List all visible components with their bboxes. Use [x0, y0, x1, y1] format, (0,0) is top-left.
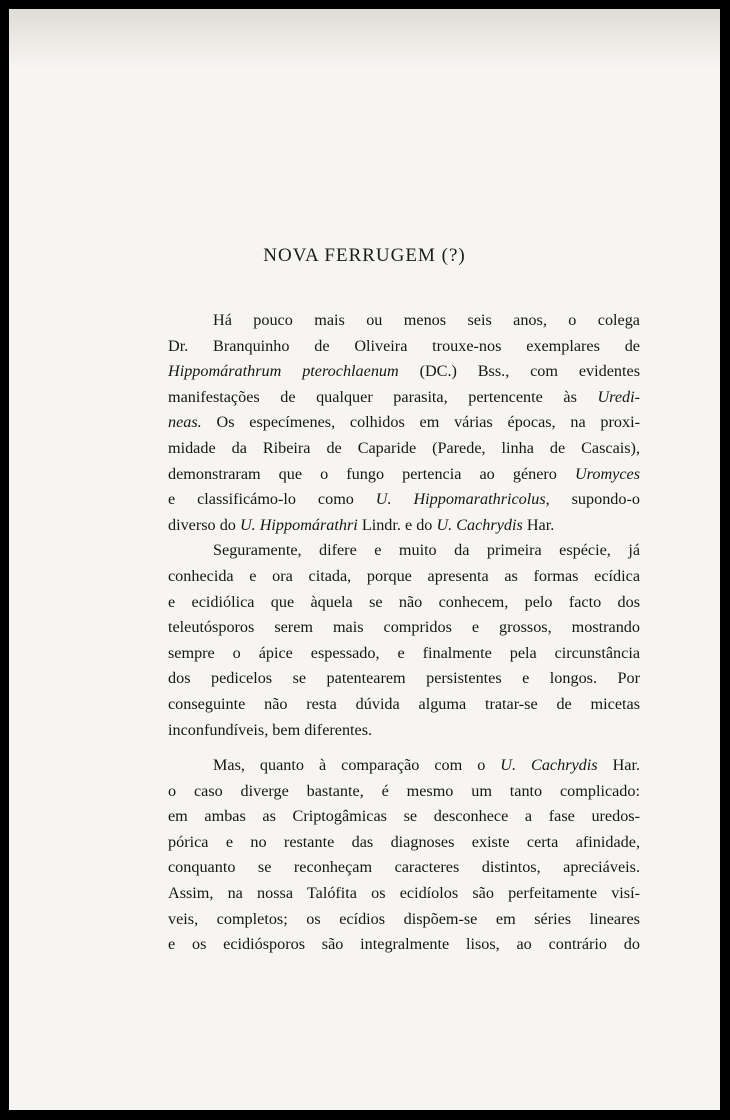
paragraph-3 [168, 753, 640, 958]
text-line: Dr. Branquinho de Oliveira trouxe-nos exemplares de [168, 336, 640, 355]
text-line: veis, completos; os ecídios dispõem-se em séries lineares [168, 909, 640, 928]
text-line: conquanto se reconheçam caracteres distintos, apreciáveis. [168, 858, 640, 877]
species-name: U. Cachrydis [436, 515, 523, 534]
species-name: U. Hippomárathri [239, 515, 358, 534]
text-line: e ecidiólica que àquela se não conhecem, pelo facto dos [168, 592, 640, 611]
text-line: conhecida e ora citada, porque apresenta as formas ecídica [168, 566, 640, 585]
page-title: NOVA FERRUGEM (?) [263, 245, 466, 266]
text-line: Há pouco mais ou menos seis anos, o colega [213, 311, 640, 329]
species-name: Hippomárathrum pterochlaenum [168, 362, 399, 381]
text-line: Mas, quanto à comparação com o U. Cachrydis Har. [213, 756, 640, 775]
text-line: o caso diverge bastante, é mesmo um tanto complicado: [168, 781, 640, 800]
species-name: U. Cachrydis [500, 756, 598, 775]
text-line: conseguinte não resta dúvida alguma tratar-se de micetas [168, 694, 640, 713]
taxon-name: neas. [168, 413, 202, 432]
scan-shadow [9, 9, 720, 69]
text-line: dos pedicelos se patentearem persistentes e longos. Por [168, 669, 640, 688]
text-line: sempre o ápice espessado, e finalmente pela circunstância [168, 643, 640, 662]
text-line: midade da Ribeira de Caparide (Parede, linha de Cascais), [168, 438, 640, 457]
paragraph-gap [168, 743, 640, 753]
text-line: manifestações de qualquer parasita, pertencente às Uredi- [168, 387, 640, 406]
text-line: diverso do U. Hippomárathri Lindr. e do U. Cachrydis Har. [168, 515, 555, 534]
text-line: Hippomárathrum pterochlaenum (DC.) Bss., com evidentes [168, 362, 640, 381]
paragraph-1 [168, 308, 640, 538]
scanned-page [9, 9, 720, 1110]
text-line: teleutósporos serem mais compridos e grossos, mostrando [168, 618, 640, 637]
article-body [168, 308, 640, 958]
genus-name: Uromyces [574, 464, 640, 483]
text-line: inconfundíveis, bem diferentes. [168, 720, 373, 739]
text-line: pórica e no restante das diagnoses existe certa afinidade, [168, 832, 640, 851]
text-line: neas. Os especímenes, colhidos em várias épocas, na proxi- [168, 413, 640, 432]
text-line: e os ecidiósporos são integralmente lisos, ao contrário do [168, 935, 640, 954]
text-line: e classificámo-lo como U. Hippomarathricolus, supondo-o [168, 490, 640, 509]
text-line: em ambas as Criptogâmicas se desconhece a fase uredos- [168, 807, 640, 826]
paragraph-2 [168, 538, 640, 743]
species-name: U. Hippomarathricolus, [375, 490, 550, 509]
text-line: Assim, na nossa Talófita os ecidíolos são perfeitamente visí- [168, 884, 640, 903]
taxon-name: Uredi- [597, 387, 640, 406]
text-line: Seguramente, difere e muito da primeira espécie, já [213, 541, 640, 560]
text-line: demonstraram que o fungo pertencia ao género Uromyces [168, 464, 640, 483]
